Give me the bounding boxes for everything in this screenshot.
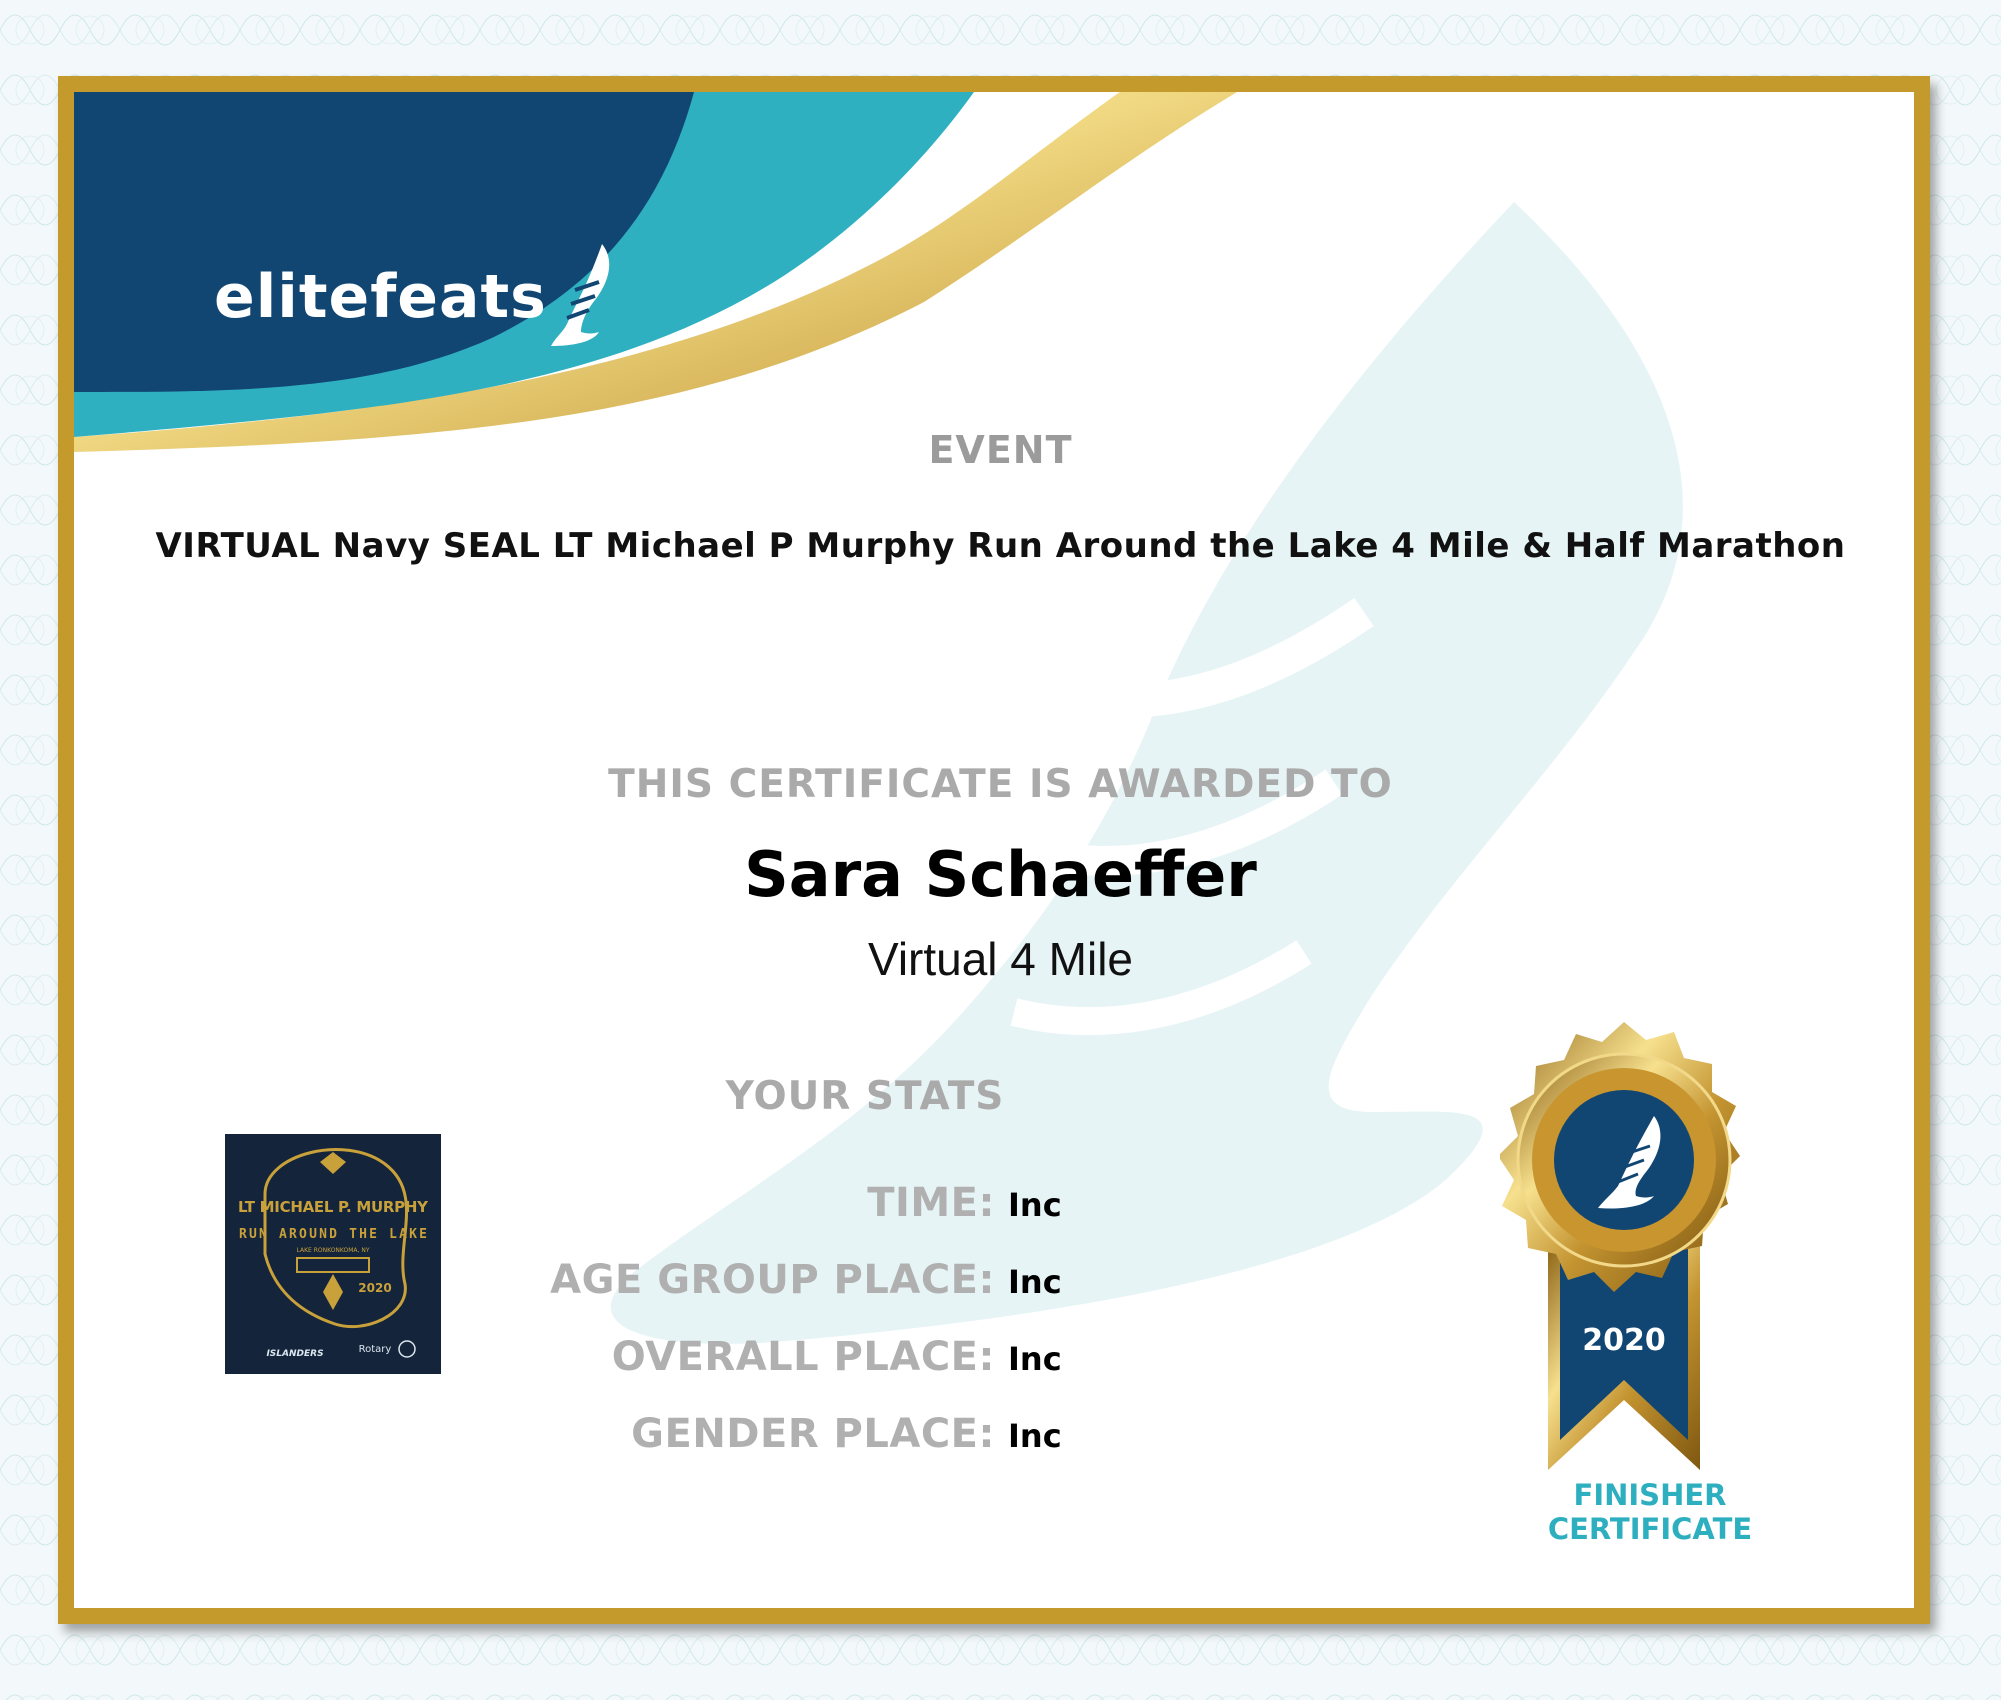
- stat-row-age-group-place: [450, 1257, 1450, 1317]
- logo-sponsor-2: Rotary: [358, 1344, 392, 1355]
- stat-label: GENDER PLACE:: [631, 1411, 995, 1457]
- stat-value: Inc: [1008, 1186, 1062, 1224]
- logo-line-2: RUN AROUND THE LAKE: [239, 1227, 427, 1242]
- your-stats-label: YOUR STATS: [725, 1074, 1005, 1119]
- event-name: VIRTUAL Navy SEAL LT Michael P Murphy Run Around the Lake 4 Mile & Half Marathon: [155, 526, 1846, 566]
- stat-label: OVERALL PLACE:: [611, 1334, 995, 1380]
- awarded-to-label: THIS CERTIFICATE IS AWARDED TO: [608, 762, 1393, 807]
- awardee-name: Sara Schaeffer: [744, 838, 1257, 911]
- stat-row-gender-place: [450, 1411, 1450, 1471]
- logo-year: 2020: [358, 1281, 392, 1295]
- stat-label: TIME:: [867, 1180, 995, 1226]
- elitefeats-logo: [214, 242, 617, 352]
- winged-foot-icon: [547, 242, 617, 352]
- logo-sponsor-1: ISLANDERS: [266, 1349, 324, 1359]
- stat-value: Inc: [1008, 1263, 1062, 1301]
- stat-row-time: [450, 1180, 1450, 1240]
- certificate-label: CERTIFICATE: [1547, 1512, 1753, 1546]
- medal-year: 2020: [1582, 1323, 1666, 1358]
- stat-label: AGE GROUP PLACE:: [550, 1257, 995, 1303]
- logo-line-3: LAKE RONKONKOMA, NY: [296, 1247, 370, 1254]
- stat-value: Inc: [1008, 1340, 1062, 1378]
- finisher-label: FINISHER: [1573, 1478, 1727, 1512]
- logo-text: elitefeats: [214, 262, 547, 332]
- event-label: EVENT: [928, 428, 1073, 472]
- stat-value: Inc: [1008, 1417, 1062, 1455]
- finisher-medal: [1500, 1020, 1800, 1480]
- race-name: Virtual 4 Mile: [867, 933, 1134, 985]
- stat-row-overall-place: [450, 1334, 1450, 1394]
- logo-line-1: LT MICHAEL P. MURPHY: [238, 1198, 428, 1216]
- event-logo-image: [225, 1134, 441, 1374]
